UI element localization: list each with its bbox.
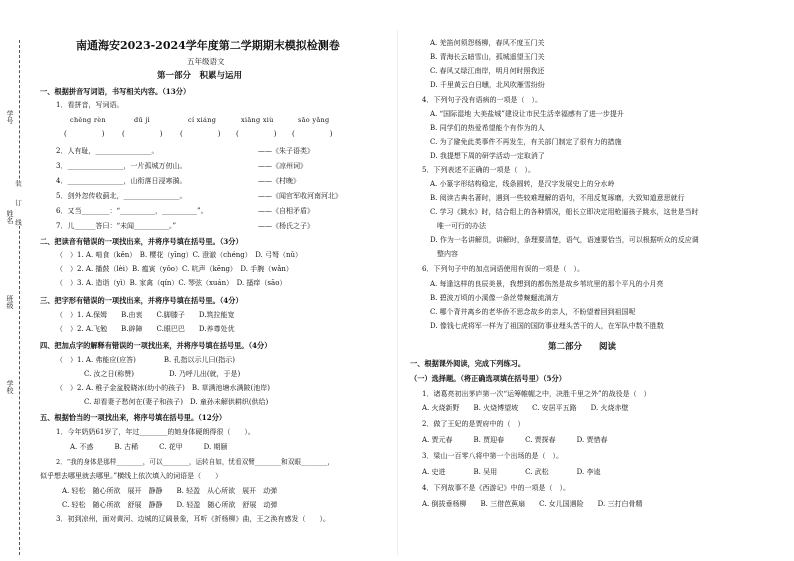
column-divider	[397, 30, 398, 555]
r-opt-d: D. 千里黄云白日曛，北风吹雁雪纷纷	[430, 81, 545, 89]
pinyin-1: chěng rèn	[70, 116, 106, 124]
section1-heading: 一、根据拼音写词语，书写相关内容。（13分）	[40, 87, 191, 96]
pinyin-5: sāo yǎng	[298, 116, 330, 124]
answer-bracket-2[interactable]: ( )	[122, 130, 163, 138]
s1-line-3: 3．________________，一片孤城万仞山。	[56, 162, 187, 170]
q5-opt-d-cont: 整内容	[430, 250, 458, 258]
p2-q2: 2．做了王妃的是贾府中的（ ）	[422, 420, 525, 428]
s2-item-1: （ ）1. A. 啃食（kěn） B. 樱花（yīng）C. 澄澈（chéng） D. 弓弩（nǔ）	[56, 251, 303, 259]
p2-q4: 4．下列故事不是《西游记》中的一项是（ ）。	[422, 484, 570, 492]
s4-item-2: C. 汝之日(称赞) D. 乃呼儿出(就，于是)	[56, 370, 241, 378]
part2-title: 第二部分 阅读	[548, 342, 617, 352]
s5-q2-options-1: A. 轻松 随心所欲 展开 静静 B. 轻盈 从心所欲 展开 动弹	[62, 487, 278, 495]
answer-bracket-1[interactable]: ( )	[64, 130, 105, 138]
section4-heading: 四、把加点字的解释有错误的一项找出来，并将序号填在括号里。（4分）	[40, 341, 272, 350]
q6-opt-b: B. 碧波万顷的小溪像一条丝带蜿蜒流淌方	[430, 294, 559, 302]
p2-q1: 1．诸葛亮初出茅庐第一次“运筹帷幄之中，决胜千里之外”的战役是（ ）	[422, 390, 651, 398]
binding-margin	[0, 0, 40, 561]
q4-opt-a: A. “国际湿地 大美盐城”建设让市民生活幸福感有了进一步提升	[430, 110, 624, 118]
s5-q3: 3．初到凉州，面对黄河、边城的辽阔景象，耳听《折杨柳》曲，王之涣有感发（ ）。	[56, 515, 330, 523]
seal-line-label: 装 订 线	[14, 180, 22, 226]
s3-item-1: （ ）1. A.保姆 B.由衷 C.脚膝子 D.筑拉能宽	[56, 311, 235, 319]
s1-source-2: ——《朱子语类》	[258, 147, 314, 155]
p2-q3-options: A. 史进 B. 吴用 C. 武松 D. 李逵	[422, 468, 601, 476]
s1-source-7: ——《杨氏之子》	[258, 222, 314, 230]
s5-q2: 2．“我的身体是那样________，可以________，运转自如，忧看双臂________和双眼________，	[56, 458, 334, 466]
p2-q4-options: A. 倒拔垂杨柳 B. 三借芭蕉扇 C. 女儿国遇险 D. 三打白骨精	[422, 500, 643, 508]
q6-opt-a: A. 每逢这样的良辰美景，我想到的都伤然是故乡苇坑里的那个平凡的小月亮	[430, 280, 664, 288]
q5-opt-b: B. 阅读古典名著时，遇到一些较难理解的语句，不用反复琢磨，大致知道意思就行	[430, 194, 685, 202]
name-label: 姓名	[6, 210, 14, 224]
answer-bracket-5[interactable]: ( )	[292, 130, 333, 138]
s3-item-2: （ ）2. A.飞勉 B.辟障 C.眼巴巴 D.养尊处优	[56, 325, 235, 333]
s2-item-2: （ ）2. A. 播鼓（lèi）B. 瘟寅（yǒo）C. 吭声（kēng） D. 手腕（wǎn）	[56, 265, 293, 273]
s2-item-3: （ ）3. A. 造诣（yì）B. 家禽（qín）C. 琴弦（xuán） D. 搔痒（sāo）	[56, 279, 287, 287]
r-opt-b: B. 青海长云暗雪山，孤城遥望玉门关	[430, 53, 545, 61]
s1-line-2: 2．人有耻，________________。	[56, 147, 159, 155]
q6-opt-c: C. 哪个背井离乡的老华侨不思念故乡的亲人，不盼望着回到祖国呢	[430, 308, 636, 316]
number-label: 学号	[6, 110, 14, 124]
s4-item-1: （ ）1. A. 弗能应(应答) B. 孔指以示儿曰(指示)	[56, 356, 235, 364]
q5-opt-a: A. 小篆字形结构稳定，线条圆转，是汉字发展史上的分水岭	[430, 180, 615, 188]
s1-line-7: 7．儿______答曰：“未闻__________。”	[56, 222, 177, 230]
q4-opt-d: D. 我提想下周的研学活动一定取消了	[430, 152, 545, 160]
s4-item-4: C. 却看妻子愁何在(妻子和孩子) D. 童孙未解供耕织(供给)	[56, 398, 269, 406]
q4-opt-b: B. 同学们的热爱希望能个有作为的人	[430, 124, 545, 132]
r-opt-a: A. 羌笛何须怨杨柳，春风不度玉门关	[430, 39, 545, 47]
exam-title: 南通海安2023-2024学年度第二学期期末模拟检测卷	[76, 39, 340, 52]
p2-q3: 3．梁山一百零八将中第一个出场的是（ ）。	[422, 452, 563, 460]
school-label: 学校	[6, 380, 14, 394]
q5-opt-d: D. 作为一名讲解员，讲解时，条理要清楚，语气，语速要恰当，可以根据听众的反应调	[430, 236, 699, 244]
s1-source-5: ——《闻官军收河南河北》	[258, 192, 342, 200]
pinyin-3: cí xiáng	[188, 116, 217, 124]
s1-q1: 1．看拼音，写词语。	[56, 101, 124, 109]
q5-opt-c-cont: 唯一可行的办法	[430, 222, 486, 230]
s1-source-4: ——《村晚》	[258, 177, 300, 185]
p2-q1-options: A. 火烧新野 B. 火烧博望坡 C. 安居平五路 D. 火烧赤壁	[422, 404, 629, 412]
p2-q2-options: A. 贾元春 B. 贾迎春 C. 贾探春 D. 贾惜春	[422, 436, 608, 444]
s1-line-4: 4．________________，山衔落日浸寒漪。	[56, 177, 187, 185]
q5-opt-c: C. 学习《跳水》时，结合组上的各种情况，船长立即决定用枪逼孩子跳水，这世是当时	[430, 208, 699, 216]
q6-stem: 6．下列句子中的加点词语使用有误的一项是（ ）。	[422, 265, 584, 273]
r-opt-c: C. 春风又绿江南岸，明月何时照我还	[430, 67, 545, 75]
q4-opt-c: C. 为了避免此类事件不再发生，有关部门制定了很有力的措施	[430, 138, 622, 146]
part2-heading: 一、根据课外阅读，完成下列练习。	[410, 359, 526, 368]
section5-heading: 五、根据恰当的一项找出来，将序号填在括号里。（12分）	[40, 413, 227, 422]
q4-stem: 4．下列句子没有语病的一项是（ ）。	[422, 96, 542, 104]
pinyin-4: xiāng xiù	[241, 116, 274, 124]
s1-source-3: ——《凉州词》	[258, 162, 307, 170]
class-label: 班级	[6, 295, 14, 309]
exam-subtitle: 五年级语文	[187, 57, 225, 66]
q6-opt-d: D. 像钱七虎将军一样为了祖国的国防事业埋头苦干的人，在军队中数不胜数	[430, 322, 664, 330]
s1-line-5: 5．剑外忽传收蓟北，________________。	[56, 192, 187, 200]
q5-stem: 5．下列表述不正确的一项是（ ）。	[422, 166, 535, 174]
s5-q2-options-2: C. 轻松 随心所欲 舒展 静静 D. 轻盈 随心所欲 舒展 动弹	[62, 501, 278, 509]
part2-subheading: （一）选择题。（将正确选项填在括号里）（5分）	[410, 374, 566, 383]
answer-bracket-3[interactable]: ( )	[180, 130, 221, 138]
s5-q2-cont: 似乎想去哪里就去哪里。”横线上依次填入的词语是（ ）	[40, 472, 223, 480]
part1-title: 第一部分 积累与运用	[157, 71, 243, 81]
s1-line-6: 6．又当________：“__________，__________”。	[56, 207, 208, 215]
section2-heading: 二、把读音有错误的一项找出来，并将序号填在括号里。（3分）	[40, 237, 243, 246]
binding-dashed-line	[19, 40, 20, 555]
s5-q1: 1．今年奶奶61岁了，年过________的她身体硬朗得很（ ）。	[56, 428, 255, 436]
section3-heading: 三、把字形有错误的一项找出来，并将序号填在括号里。（4分）	[40, 296, 243, 305]
s1-source-6: ——《自相矛盾》	[258, 207, 314, 215]
answer-bracket-4[interactable]: ( )	[236, 130, 277, 138]
s5-q1-options: A. 不惑 B. 古稀 C. 花甲 D. 期颐	[70, 443, 228, 451]
pinyin-2: dū jì	[134, 116, 151, 124]
s4-item-3: （ ）2. A. 稚子金盆脱晓冰(幼小的孩子) B. 草满池塘水满陂(池岸)	[56, 384, 270, 392]
